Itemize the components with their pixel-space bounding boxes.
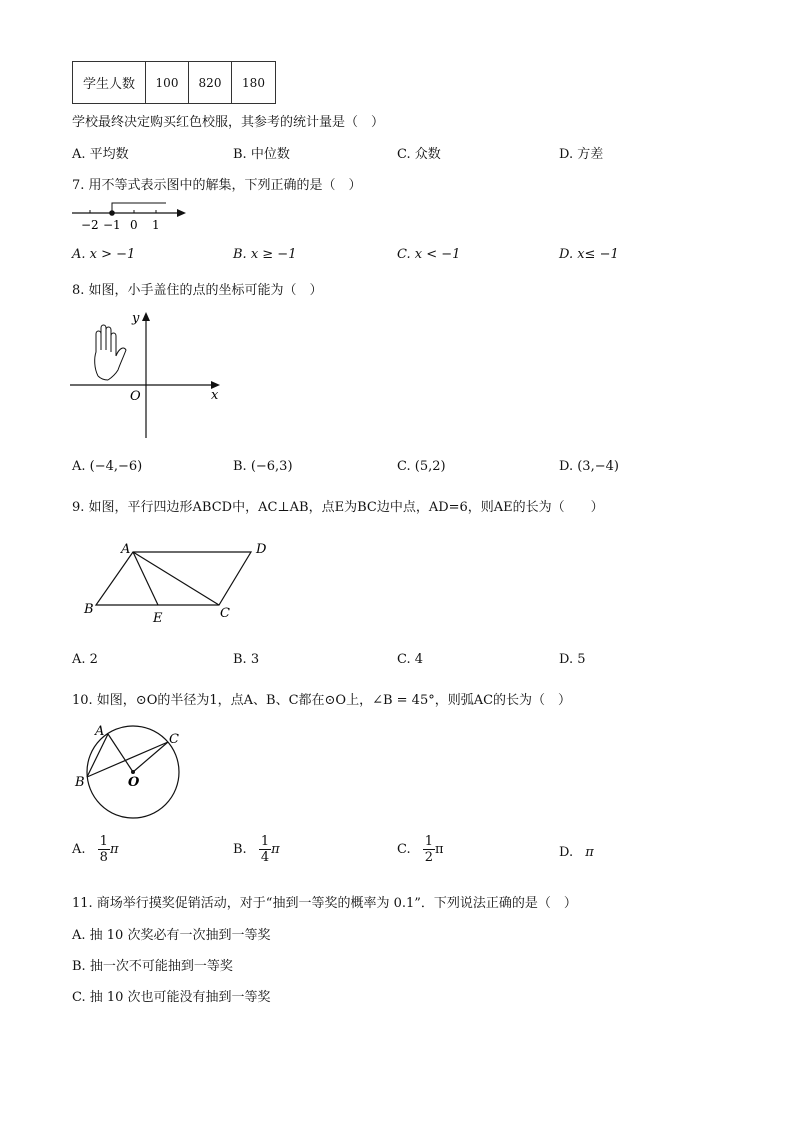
point-label: C bbox=[169, 732, 179, 747]
q11-stem: 11. 商场举行摸奖促销活动，对于“抽到一等奖的概率为 0.1”．下列说法正确的是（ ） bbox=[72, 896, 577, 911]
q8-option-d: D. (3,−4) bbox=[559, 459, 619, 474]
vertex-label: A bbox=[121, 542, 131, 557]
q8-option-c: C. (5,2) bbox=[397, 459, 446, 474]
circle-figure bbox=[72, 720, 187, 820]
option-letter: B. bbox=[233, 842, 247, 857]
denominator: 2 bbox=[424, 850, 434, 865]
q6-option-a: A. 平均数 bbox=[72, 147, 129, 162]
hand-icon bbox=[95, 325, 126, 380]
coordinate-figure bbox=[68, 308, 228, 442]
q7-option-b: B. x ≥ −1 bbox=[233, 247, 297, 262]
parallelogram-figure bbox=[80, 538, 280, 630]
q7-stem: 7. 用不等式表示图中的解集，下列正确的是（ ） bbox=[72, 178, 362, 193]
tick-label: 0 bbox=[130, 218, 138, 232]
number-line-figure bbox=[68, 198, 193, 234]
table-cell: 180 bbox=[232, 62, 276, 104]
pi-symbol: π bbox=[271, 842, 280, 857]
vertex-label: B bbox=[84, 602, 94, 617]
denominator: 8 bbox=[99, 850, 108, 865]
q10-option-c bbox=[397, 834, 444, 865]
solid-point bbox=[109, 210, 115, 216]
vertex-label: E bbox=[153, 611, 163, 626]
vertex-label: C bbox=[220, 606, 230, 621]
table-header-cell: 学生人数 bbox=[73, 62, 146, 104]
denominator: 4 bbox=[260, 850, 270, 865]
q6-option-d: D. 方差 bbox=[559, 147, 604, 162]
option-letter: D. bbox=[559, 845, 574, 860]
option-letter: A. bbox=[72, 842, 86, 857]
q10-option-a bbox=[72, 834, 119, 865]
pi-symbol: π bbox=[109, 842, 119, 857]
q6-option-b: B. 中位数 bbox=[233, 147, 290, 162]
tick-label: 1 bbox=[152, 218, 160, 232]
q6-stem: 学校最终决定购买红色校服，其参考的统计量是（ ） bbox=[72, 115, 385, 130]
q7-option-c: C. x < −1 bbox=[397, 247, 461, 262]
q10-option-d bbox=[559, 845, 594, 860]
center-label: O bbox=[128, 775, 140, 790]
q9-option-b: B. 3 bbox=[233, 652, 260, 667]
point-label: B bbox=[75, 775, 85, 790]
q8-stem: 8. 如图，小手盖住的点的坐标可能为（ ） bbox=[72, 283, 323, 298]
origin-label: O bbox=[130, 389, 141, 404]
student-count-table bbox=[72, 61, 276, 104]
q10-stem: 10. 如图，⊙O的半径为1，点A、B、C都在⊙O上，∠B = 45°，则弧AC的长为（ ） bbox=[72, 693, 572, 708]
q8-option-a: A. (−4,−6) bbox=[72, 459, 143, 474]
q11-option-b: B. 抽一次不可能抽到一等奖 bbox=[72, 959, 233, 974]
q11-option-c: C. 抽 10 次也可能没有抽到一等奖 bbox=[72, 990, 271, 1005]
pi-symbol: π bbox=[585, 845, 594, 860]
q10-option-b bbox=[233, 834, 280, 865]
y-axis-label: y bbox=[132, 311, 140, 326]
fraction bbox=[259, 834, 271, 865]
x-axis-label: x bbox=[211, 388, 219, 403]
tick-label: −2 bbox=[81, 218, 99, 232]
vertex-label: D bbox=[256, 542, 267, 557]
numerator: 1 bbox=[424, 834, 434, 849]
q6-option-c: C. 众数 bbox=[397, 147, 441, 162]
point-label: A bbox=[95, 724, 105, 739]
q7-option-a: A. x > −1 bbox=[72, 247, 136, 262]
table-cell: 820 bbox=[189, 62, 232, 104]
q7-option-d: D. x≤ −1 bbox=[559, 247, 619, 262]
tick-label: −1 bbox=[103, 218, 121, 232]
fraction bbox=[98, 834, 110, 865]
q9-option-a: A. 2 bbox=[72, 652, 98, 667]
numerator: 1 bbox=[99, 834, 108, 849]
fraction bbox=[423, 834, 435, 865]
table-cell: 100 bbox=[146, 62, 189, 104]
q9-option-c: C. 4 bbox=[397, 652, 424, 667]
q8-option-b: B. (−6,3) bbox=[233, 459, 293, 474]
pi-symbol: π bbox=[435, 842, 444, 857]
q9-stem: 9. 如图，平行四边形ABCD中，AC⊥AB，点E为BC边中点，AD=6，则AE的长为（ ） bbox=[72, 500, 604, 515]
numerator: 1 bbox=[260, 834, 270, 849]
q11-option-a: A. 抽 10 次奖必有一次抽到一等奖 bbox=[72, 928, 271, 943]
option-letter: C. bbox=[397, 842, 411, 857]
q9-option-d: D. 5 bbox=[559, 652, 586, 667]
